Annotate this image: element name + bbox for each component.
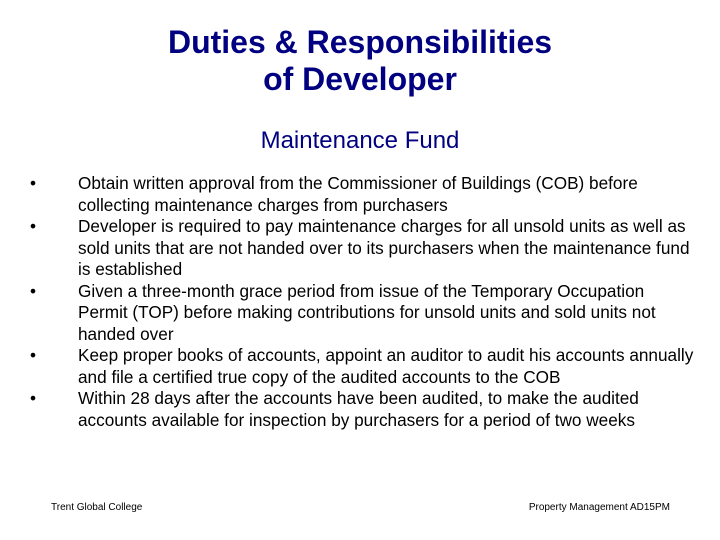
- bullet-glyph: •: [30, 216, 37, 236]
- slide-title-line-1: Duties & Responsibilities: [167, 24, 553, 60]
- bullet-glyph: •: [30, 345, 37, 365]
- bullet-item: [28, 345, 698, 388]
- bullet-text: Within 28 days after the accounts have been audited, to make the audited accounts available for inspection by purchasers for a period of two weeks: [78, 388, 639, 430]
- bullet-item: [28, 388, 698, 431]
- slide-title: [0, 24, 720, 98]
- bullet-text: Obtain written approval from the Commissioner of Buildings (COB) before collecting maintenance charges from purchasers: [78, 173, 638, 215]
- bullet-item: [28, 173, 698, 216]
- bullet-glyph: •: [30, 388, 37, 408]
- slide-title-line-2: of Developer: [263, 61, 457, 97]
- bullet-glyph: •: [30, 280, 37, 301]
- bullet-glyph: •: [30, 173, 37, 193]
- bullet-list: [28, 173, 698, 431]
- bullet-text: Developer is required to pay maintenance charges for all unsold units as well as sold units that are not handed over to its purchasers when the maintenance fund is established: [78, 216, 690, 279]
- footer-course-code: Property Management AD15PM: [528, 502, 670, 513]
- slide-subtitle: Maintenance Fund: [260, 127, 460, 154]
- bullet-text: Given a three-month grace period from issue of the Temporary Occupation Permit (TOP) before making contributions for unsold units and sold units not handed over: [78, 280, 656, 344]
- bullet-item: [28, 216, 698, 281]
- footer-college-name: Trent Global College: [51, 502, 143, 513]
- bullet-item: [28, 281, 698, 346]
- bullet-text: Keep proper books of accounts, appoint an auditor to audit his accounts annually and file a certified true copy of the audited accounts to the COB: [78, 345, 694, 387]
